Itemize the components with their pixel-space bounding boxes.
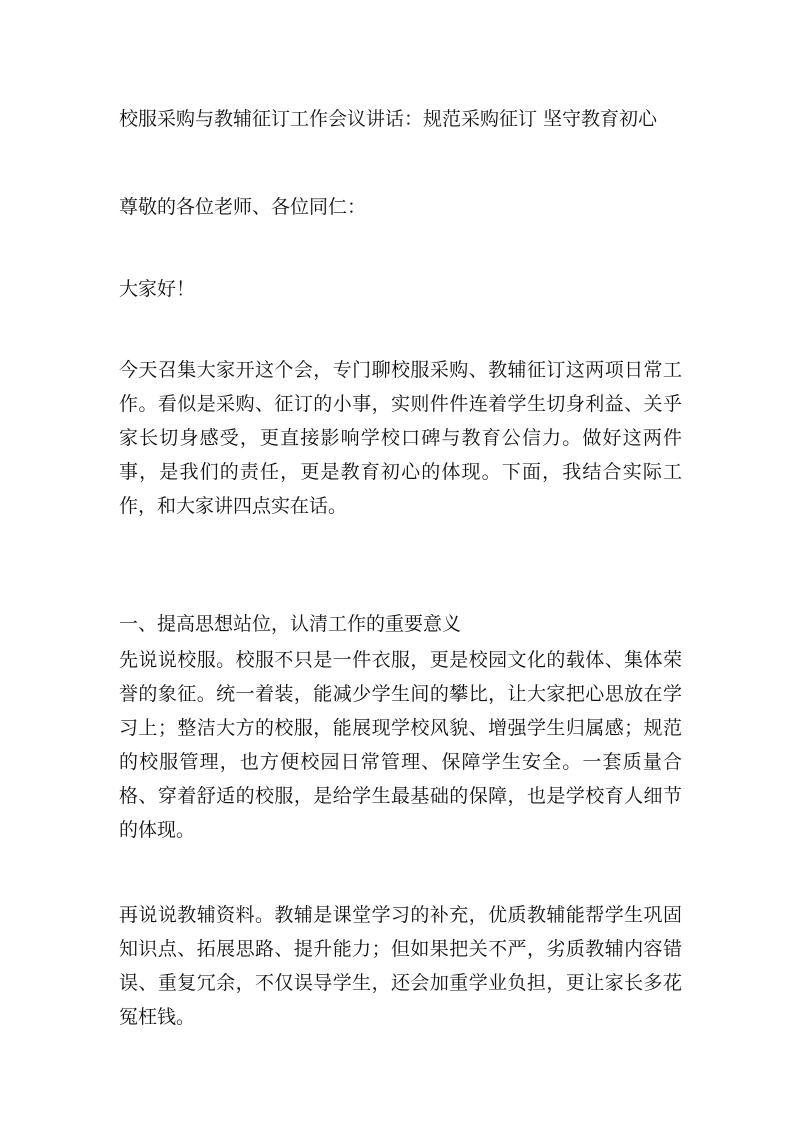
salutation: 尊敬的各位老师、各位同仁：	[119, 196, 367, 218]
document-title: 校服采购与教辅征订工作会议讲话：规范采购征订 坚守教育初心	[119, 108, 658, 130]
body-paragraph: 再说说教辅资料。教辅是课堂学习的补充，优质教辅能帮学生巩固知识点、拓展思路、提升能力；但如果把关不严，劣质教辅内容错误、重复冗余，不仅误导学生，还会加重学业负担，更让家长多花冤枉钱。	[119, 904, 682, 1028]
greeting: 大家好！	[119, 278, 196, 300]
intro-paragraph: 今天召集大家开这个会，专门聊校服采购、教辅征订这两项日常工作。看似是采购、征订的小事，实则件件连着学生切身利益、关乎家长切身感受，更直接影响学校口碑与教育公信力。做好这两件事，是我们的责任，更是教育初心的体现。下面，我结合实际工作，和大家讲四点实在话。	[119, 359, 682, 517]
body-paragraph: 先说说校服。校服不只是一件衣服，更是校园文化的载体、集体荣誉的象征。统一着装，能减少学生间的攀比，让大家把心思放在学习上；整洁大方的校服，能展现学校风貌、增强学生归属感；规范的校服管理，也方便校园日常管理、保障学生安全。一套质量合格、穿着舒适的校服，是给学生最基础的保障，也是学校育人细节的体现。	[119, 649, 682, 841]
section-heading: 一、提高思想站位，认清工作的重要意义	[119, 613, 462, 635]
